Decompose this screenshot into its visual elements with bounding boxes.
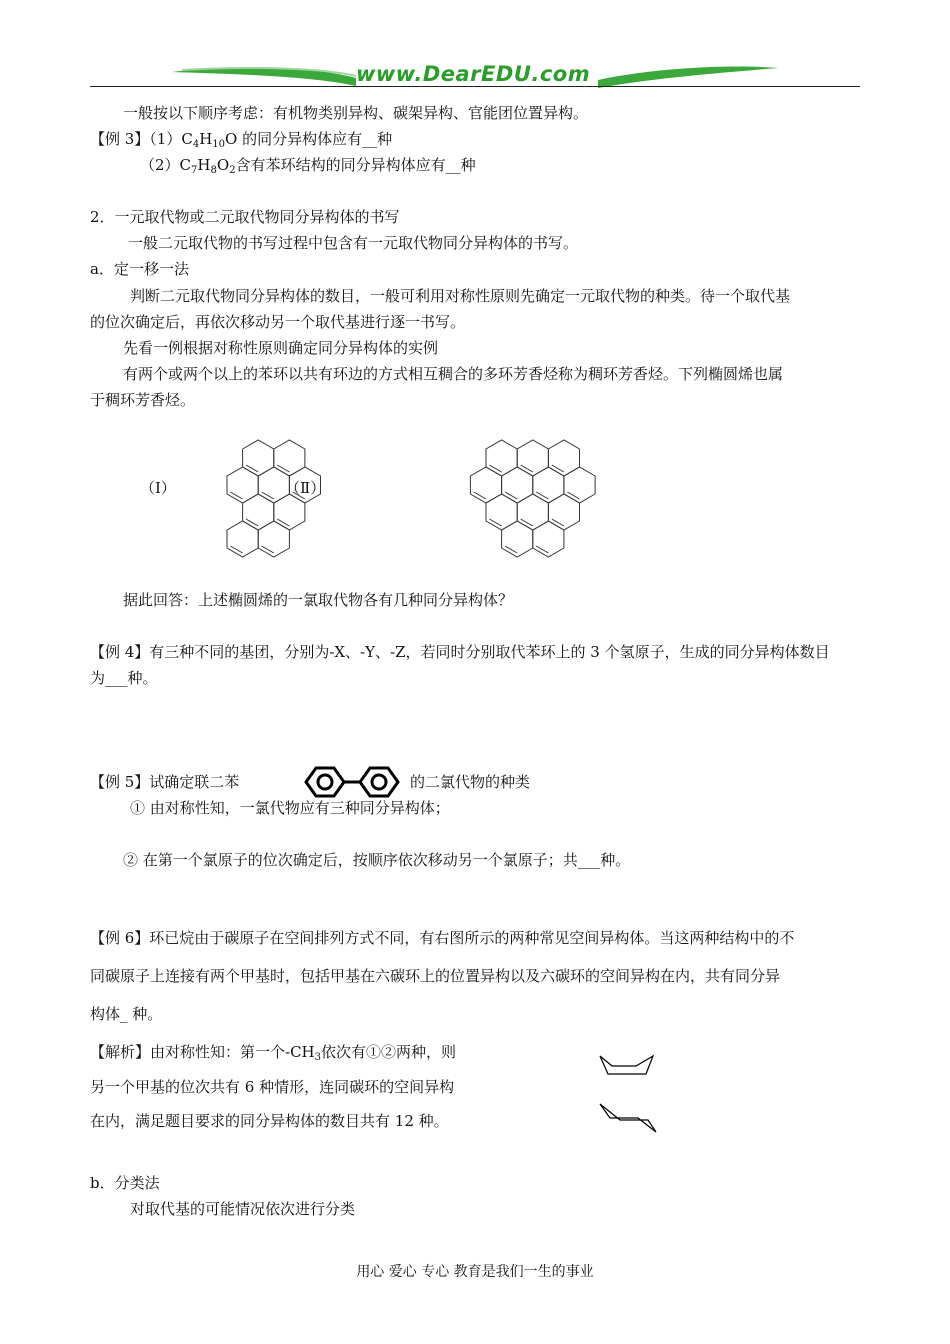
double-bond-line (277, 519, 289, 526)
hexagon-ring (227, 521, 258, 557)
intro-paragraph: 一般按以下顺序考虑：有机物类别异构、碳架异构、官能团位置异构。 (123, 104, 589, 122)
double-bond-line (567, 492, 579, 499)
hexagon-ring (243, 440, 274, 476)
example6-line1: 【例 6】环已烷由于碳原子在空间排列方式不同，有右图所示的两种常见空间异构体。当这两种结构中的不 (90, 929, 795, 947)
example5-step1: ① 由对称性知，一氯代物应有三种同分异构体； (130, 799, 450, 817)
double-bond-line (552, 465, 564, 472)
header-rule (90, 86, 860, 87)
hexagon-ring (533, 521, 564, 557)
question-ellipsoid: 据此回答：上述椭圆烯的一氯取代物各有几种同分异构体？ (123, 591, 514, 609)
section-a-para3: 有两个或两个以上的苯环以共有环边的方式相互稠合的多环芳香烃称为稠环芳香烃。下列椭圆烯也属 (123, 365, 784, 383)
example5-step2: ② 在第一个氯原子的位次确定后，按顺序依次移动另一个氯原子；共___种。 (123, 851, 631, 869)
example5-tail: 的二氯代物的种类 (410, 773, 531, 791)
hexagon-ring (517, 494, 548, 530)
double-bond-line (230, 546, 242, 553)
example5-head: 【例 5】试确定联二苯 (90, 773, 240, 791)
section-a-para1: 判断二元取代物同分异构体的数目，一般可利用对称性原则先确定一元取代物的种类。待一个取代基 (130, 287, 791, 305)
example4-line2: 为___种。 (90, 669, 158, 687)
section-b-title: b．分类法 (90, 1174, 160, 1192)
label-molecule-i: （Ⅰ） (140, 479, 176, 497)
cyclohexane-boat-diagram (598, 1052, 658, 1080)
hexagon-ring (274, 494, 305, 530)
hexagon-ring (564, 467, 595, 503)
section-a-para2: 先看一例根据对称性原则确定同分异构体的实例 (123, 339, 439, 357)
header-logo-text: www.DearEDU.com (356, 62, 591, 86)
hexagon-ring (502, 521, 533, 557)
double-bond-line (536, 546, 548, 553)
hexagon-ring (243, 494, 274, 530)
analysis-line1: 【解析】由对称性知：第一个$-CH_3$依次有①②两种，则 (90, 1043, 457, 1063)
section-a-title: a．定一移一法 (90, 260, 189, 278)
hexagon-ring (227, 467, 258, 503)
double-bond-line (246, 465, 258, 472)
double-bond-line (489, 519, 501, 526)
double-bond-line (246, 519, 258, 526)
hexagon-ring (258, 521, 289, 557)
double-bond-line (277, 465, 289, 472)
double-bond-line (536, 492, 548, 499)
double-bond-line (262, 492, 274, 499)
section-b-para: 对取代基的可能情况依次进行分类 (130, 1200, 356, 1218)
section-a-para1b: 的位次确定后，再依次移动另一个取代基进行逐一书写。 (90, 313, 466, 331)
example3-q2: $(2)C_7H_8O_2$含有苯环结构的同分异构体应有__种 (140, 156, 476, 176)
molecule-i-diagram (215, 438, 340, 573)
hexagon-ring (502, 467, 533, 503)
example3-q1: 【例 3】$(1)C_4H_{10}O$ 的同分异构体应有__种 (90, 130, 393, 150)
cyclohexane-chair-diagram (598, 1100, 660, 1136)
hexagon-ring (533, 467, 564, 503)
double-bond-line (489, 465, 501, 472)
double-bond-line (505, 546, 517, 553)
hexagon-ring (548, 440, 579, 476)
hexagon-ring (486, 494, 517, 530)
double-bond-line (262, 546, 274, 553)
example6-line2: 同碳原子上连接有两个甲基时，包括甲基在六碳环上的位置异构以及六碳环的空间异构在内，共有同分异 (90, 967, 781, 985)
biphenyl-structure-icon (298, 764, 410, 800)
double-bond-line (505, 492, 517, 499)
double-bond-line (552, 519, 564, 526)
analysis-line2: 另一个甲基的位次共有 6 种情形，连同碳环的空间异构 (90, 1078, 455, 1096)
hexagon-ring (486, 440, 517, 476)
section2-title: 2．一元取代物或二元取代物同分异构体的书写 (90, 208, 400, 226)
label-molecule-ii: （Ⅱ） (285, 479, 326, 497)
example4-line1: 【例 4】有三种不同的基团，分别为-X、-Y、-Z，若同时分别取代苯环上的 3 个氢原子，生成的同分异构体数目 (90, 643, 830, 661)
hexagon-ring (517, 440, 548, 476)
section2-para: 一般二元取代物的书写过程中包含有一元取代物同分异构体的书写。 (128, 234, 579, 252)
hexagon-ring (470, 467, 501, 503)
double-bond-line (474, 492, 486, 499)
hexagon-ring (274, 440, 305, 476)
hexagon-ring (548, 494, 579, 530)
example6-line3: 构体_ 种。 (90, 1005, 163, 1023)
footer-slogan: 用心 爱心 专心 教育是我们一生的事业 (356, 1264, 594, 1280)
double-bond-line (521, 465, 533, 472)
double-bond-line (230, 492, 242, 499)
analysis-line3: 在内，满足题目要求的同分异构体的数目共有 12 种。 (90, 1112, 449, 1130)
double-bond-line (521, 519, 533, 526)
molecule-ii-diagram (462, 438, 617, 573)
section-a-para3b: 于稠环芳香烃。 (90, 391, 196, 409)
